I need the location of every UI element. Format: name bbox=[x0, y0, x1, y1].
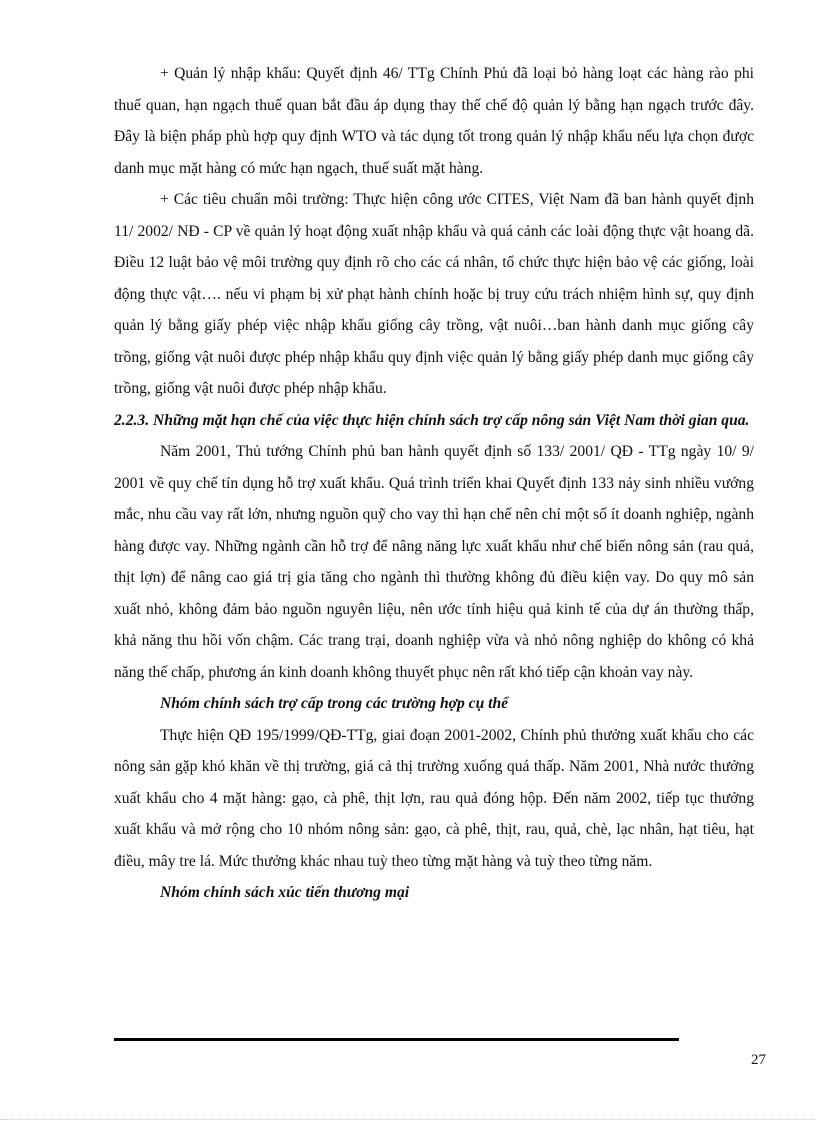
page-number: 27 bbox=[751, 1052, 766, 1068]
subheading-specific-subsidies: Nhóm chính sách trợ cấp trong các trường hợp cụ thể bbox=[160, 695, 509, 712]
footer-rule bbox=[114, 1038, 679, 1041]
paragraph-import-management: + Quản lý nhập khẩu: Quyết định 46/ TTg Chính Phủ đã loại bỏ hàng loạt các hàng rào phi thuế quan, hạn ngạch thuế quan bắt đầu áp dụng thay thế chế độ quản lý bằng hạn ngạch trước đây. Đây là biện pháp phù hợp quy định WTO và tác dụng tốt trong quản lý nhập khẩu nếu lựa chọn được danh mục mặt hàng có mức hạn ngạch, thuế suất mặt hàng. bbox=[114, 65, 754, 177]
subheading-trade-promotion: Nhóm chính sách xúc tiến thương mại bbox=[160, 884, 410, 901]
paragraph-environment-standards: + Các tiêu chuẩn môi trường: Thực hiện công ước CITES, Việt Nam đã ban hành quyết định 11/ 2002/ NĐ - CP về quản lý hoạt động xuất nhập khẩu và quá cảnh các loài động thực vật hoang dã. Điều 12 luật bảo vệ môi trường quy định rõ cho các cá nhân, tổ chức thực hiện bảo vệ các giống, loài động thực vật…. nếu vi phạm bị xử phạt hành chính hoặc bị truy cứu trách nhiệm hình sự, quy định quản lý bằng giấy phép việc nhập khẩu giống cây trồng, vật nuôi…ban hành danh mục giống cây trồng, giống vật nuôi được phép nhập khẩu quy định việc quản lý bằng giấy phép danh mục giống cây trồng, giống vật nuôi được phép nhập khẩu. bbox=[114, 191, 754, 397]
section-heading-2-2-3: 2.2.3. Những mặt hạn chế của việc thực hiện chính sách trợ cấp nông sản Việt Nam thời gian qua. bbox=[114, 411, 750, 429]
page-body bbox=[114, 58, 754, 909]
paragraph-export-bonus: Thực hiện QĐ 195/1999/QĐ-TTg, giai đoạn 2001-2002, Chính phủ thưởng xuất khẩu cho các nông sản gặp khó khăn về thị trường, giá cả thị trường xuống quá thấp. Năm 2001, Nhà nước thưởng xuất khẩu cho 4 mặt hàng: gạo, cà phê, thịt lợn, rau quả đóng hộp. Đến năm 2002, tiếp tục thưởng xuất khẩu và mở rộng cho 10 nhóm nông sản: gạo, cà phê, thịt, rau, quả, chè, lạc nhân, hạt tiêu, hạt điều, mây tre lá. Mức thưởng khác nhau tuỳ theo từng mặt hàng và tuỳ theo từng năm. bbox=[114, 726, 754, 870]
paragraph-credit-decision-133: Năm 2001, Thủ tướng Chính phủ ban hành quyết định số 133/ 2001/ QĐ - TTg ngày 10/ 9/ 2001 về quy chế tín dụng hỗ trợ xuất khẩu. Quá trình triển khai Quyết định 133 nảy sinh nhiều vướng mắc, nhu cầu vay rất lớn, nhưng nguồn quỹ cho vay thì hạn chế nên chỉ một số ít doanh nghiệp, ngành hàng được vay. Những ngành cần hỗ trợ để nâng năng lực xuất khẩu như chế biến nông sản (rau quả, thịt lợn) để nâng cao giá trị gia tăng cho ngành thì thường không đủ điều kiện vay. Do quy mô sản xuất nhỏ, không đảm bảo nguồn nguyên liệu, nên ước tính hiệu quả kinh tế của dự án thường thấp, khả năng thu hồi vốn chậm. Các trang trại, doanh nghiệp vừa và nhỏ nông nghiệp do không có khả năng thế chấp, phương án kinh doanh không thuyết phục nên rất khó tiếp cận khoản vay này. bbox=[114, 443, 754, 681]
page-bottom-border bbox=[0, 1119, 816, 1120]
